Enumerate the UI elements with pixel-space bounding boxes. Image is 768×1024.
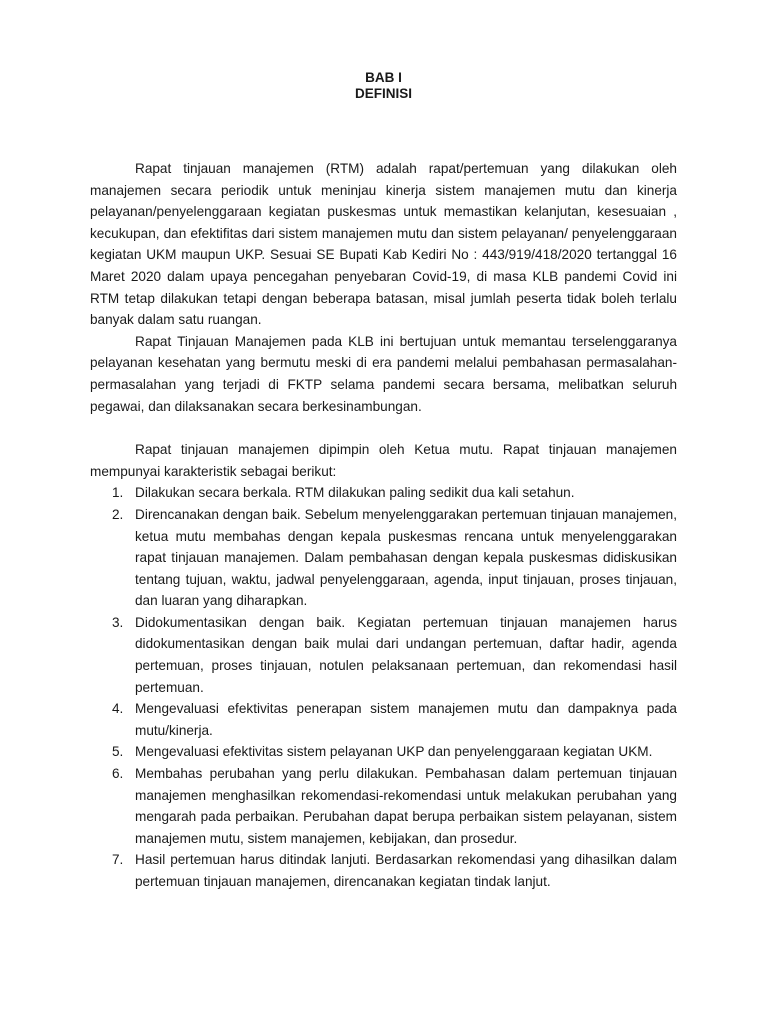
list-item-number: 7. [112, 852, 124, 868]
characteristics-list [90, 482, 677, 892]
list-item [90, 698, 677, 741]
list-item [90, 763, 677, 849]
list-item-text: Didokumentasikan dengan baik. Kegiatan pertemuan tinjauan manajemen harus didokumentasikan dengan baik mulai dari undangan pertemuan, daftar hadir, agenda pertemuan, proses tinjauan, notulen pelaksanaan pertemuan, dan rekomendasi hasil pertemuan. [135, 614, 677, 695]
chapter-title: DEFINISI [354, 86, 412, 101]
list-item-text: Membahas perubahan yang perlu dilakukan. Pembahasan dalam pertemuan tinjauan manajemen menghasilkan rekomendasi-rekomendasi untuk melakukan perubahan yang mengarah pada perbaikan. Perubahan dapat berupa perbaikan sistem pelayanan, sistem manajemen mutu, sistem manajemen, kebijakan, dan prosedur. [135, 766, 677, 846]
list-item-number: 1. [112, 485, 124, 501]
list-item-number: 2. [112, 506, 124, 522]
list-item-text: Dilakukan secara berkala. RTM dilakukan paling sedikit dua kali setahun. [135, 485, 575, 501]
document-page [90, 70, 677, 893]
paragraph-characteristics-intro: Rapat tinjauan manajemen dipimpin oleh Ketua mutu. Rapat tinjauan manajemen mempunyai karakteristik sebagai berikut: [90, 442, 677, 479]
list-item [90, 482, 677, 504]
list-item [90, 849, 677, 892]
list-item-text: Mengevaluasi efektivitas penerapan sistem manajemen mutu dan dampaknya pada mutu/kinerja. [135, 701, 677, 738]
list-item [90, 504, 677, 612]
list-item-text: Direncanakan dengan baik. Sebelum menyelenggarakan pertemuan tinjauan manajemen, ketua mutu membahas dengan kepala puskesmas rencana untuk menyelenggarakan rapat tinjauan manajemen. Dalam pembahasan dengan kepala puskesmas didiskusikan tentang tujuan, waktu, jadwal penyelenggaraan, agenda, input tinjauan, proses tinjauan, dan luaran yang diharapkan. [135, 506, 677, 609]
list-item-number: 3. [112, 614, 124, 630]
list-item-number: 4. [112, 701, 124, 717]
chapter-heading: BAB I [365, 70, 402, 85]
list-item-text: Mengevaluasi efektivitas sistem pelayanan UKP dan penyelenggaraan kegiatan UKM. [135, 744, 653, 760]
paragraph-definition: Rapat tinjauan manajemen (RTM) adalah rapat/pertemuan yang dilakukan oleh manajemen secara periodik untuk meninjau kinerja sistem manajemen mutu dan kinerja pelayanan/penyelenggaraan kegiatan puskesmas untuk memastikan kelanjutan, kesesuaian , kecukupan, dan efektifitas dari sistem manajemen mutu dan sistem pelayanan/ penyelenggaraan kegiatan UKM maupun UKP. Sesuai SE Bupati Kab Kediri No : 443/919/418/2020 tertanggal 16 Maret 2020 dalam upaya pencegahan penyebaran Covid-19, di masa KLB pandemi Covid ini RTM tetap dilakukan tetapi dengan beberapa batasan, misal jumlah peserta tidak boleh terlalu banyak dalam satu ruangan. [90, 161, 677, 328]
list-item-text: Hasil pertemuan harus ditindak lanjuti. Berdasarkan rekomendasi yang dihasilkan dalam pertemuan tinjauan manajemen, direncanakan kegiatan tindak lanjut. [135, 852, 677, 889]
list-item [90, 741, 677, 763]
list-item [90, 612, 677, 698]
list-item-number: 5. [112, 744, 124, 760]
paragraph-purpose: Rapat Tinjauan Manajemen pada KLB ini bertujuan untuk memantau terselenggaranya pelayanan kesehatan yang bermutu meski di era pandemi melalui pembahasan permasalahan- permasalahan yang terjadi di FKTP selama pandemi secara bersama, melibatkan seluruh pegawai, dan dilaksanakan secara berkesinambungan. [90, 333, 677, 414]
list-item-number: 6. [112, 766, 124, 782]
